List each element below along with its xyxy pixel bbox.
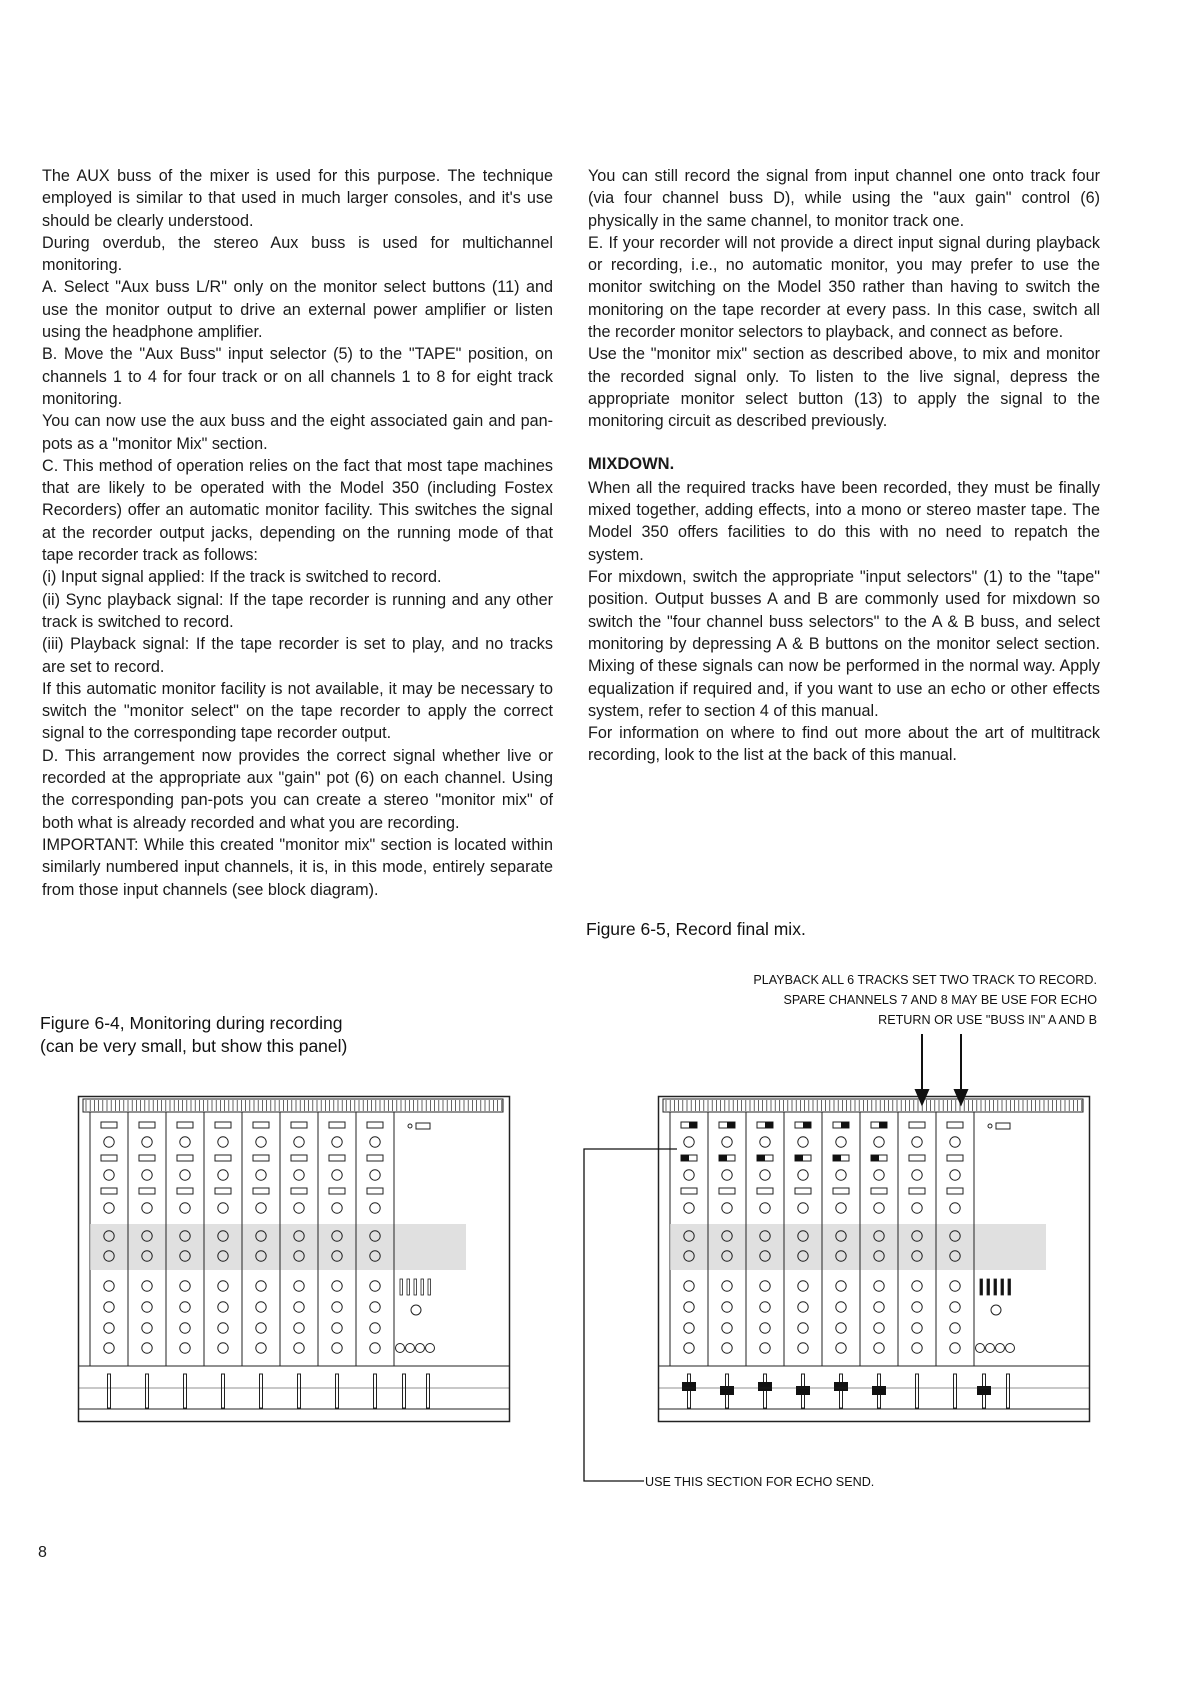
paragraph: Use the "monitor mix" section as described above, to mix and monitor the recorded signal only. To listen to the live signal, depress the appropriate monitor select button (13) to apply the signal to the monitoring circuit as described previously.: [588, 345, 1100, 431]
knob: [256, 1343, 266, 1353]
caption-line: Figure 6-4, Monitoring during recording: [40, 1013, 343, 1033]
master-knob: [426, 1344, 435, 1353]
knob: [180, 1137, 190, 1147]
knob: [370, 1343, 380, 1353]
figure-arrows: [580, 1034, 1100, 1484]
master-knob: [411, 1305, 421, 1315]
knob: [218, 1137, 228, 1147]
selector-button: [291, 1155, 307, 1161]
fader-track: [260, 1374, 263, 1408]
knob: [256, 1170, 266, 1180]
knob: [256, 1137, 266, 1147]
knob: [332, 1137, 342, 1147]
knob: [256, 1323, 266, 1333]
meter-bar: [407, 1279, 410, 1295]
knob: [142, 1343, 152, 1353]
knob: [180, 1323, 190, 1333]
knob: [370, 1203, 380, 1213]
section-heading: MIXDOWN.: [588, 454, 675, 473]
knob: [370, 1302, 380, 1312]
fader-track: [108, 1374, 111, 1408]
knob: [332, 1302, 342, 1312]
knob: [218, 1203, 228, 1213]
paragraph: (i) Input signal applied: If the track is switched to record.: [42, 568, 442, 587]
selector-button: [329, 1155, 345, 1161]
meter-bar: [400, 1279, 403, 1295]
knob: [104, 1323, 114, 1333]
meter-bar: [421, 1279, 424, 1295]
selector-button: [215, 1122, 231, 1128]
knob: [218, 1323, 228, 1333]
fader-track: [403, 1374, 406, 1408]
knob: [142, 1203, 152, 1213]
fader-track: [222, 1374, 225, 1408]
paragraph: (iii) Playback signal: If the tape recorder is set to play, and no tracks are set to record.: [42, 635, 553, 676]
paragraph: (ii) Sync playback signal: If the tape recorder is running and any other track is switched to record.: [42, 590, 553, 631]
paragraph: If this automatic monitor facility is not available, it may be necessary to switch the "monitor select" on the tape recorder to apply the correct signal to the corresponding tape recorder output.: [42, 679, 553, 743]
fader-track: [336, 1374, 339, 1408]
annotation-line: PLAYBACK ALL 6 TRACKS SET TWO TRACK TO RECORD.: [753, 973, 1097, 987]
knob: [104, 1170, 114, 1180]
knob: [294, 1170, 304, 1180]
knob: [180, 1302, 190, 1312]
knob: [294, 1137, 304, 1147]
knob: [294, 1302, 304, 1312]
figure-caption-right: Figure 6-5, Record final mix.: [586, 919, 806, 939]
knob: [142, 1137, 152, 1147]
knob: [142, 1302, 152, 1312]
knob: [180, 1343, 190, 1353]
selector-button: [291, 1122, 307, 1128]
selector-button: [253, 1122, 269, 1128]
figure-annotation-top: [600, 970, 1097, 1030]
selector-button: [291, 1188, 307, 1194]
paragraph: D. This arrangement now provides the correct signal whether live or recorded at the appropriate aux "gain" pot (6) on each channel. Using the corresponding pan-pots you can create a stereo "monitor mix" of both what is already recorded and what you are recording.: [42, 746, 553, 832]
selector-button: [101, 1122, 117, 1128]
left-text-column: [42, 165, 553, 901]
paragraph: During overdub, the stereo Aux buss is used for multichannel monitoring.: [42, 233, 553, 275]
knob: [294, 1323, 304, 1333]
selector-button: [253, 1155, 269, 1161]
knob: [370, 1323, 380, 1333]
knob: [256, 1281, 266, 1291]
knob: [104, 1281, 114, 1291]
arrow-head: [955, 1090, 967, 1104]
fader-track: [298, 1374, 301, 1408]
knob: [104, 1302, 114, 1312]
knob: [256, 1302, 266, 1312]
indicator-led: [408, 1124, 412, 1128]
master-knob: [416, 1344, 425, 1353]
arrow-head: [916, 1090, 928, 1104]
paragraph: You can now use the aux buss and the eight associated gain and pan-pots as a "monitor Mix" section.: [42, 412, 553, 453]
knob: [294, 1343, 304, 1353]
paragraph: A. Select "Aux buss L/R" only on the monitor select buttons (11) and use the monitor output to drive an external power amplifier or listen using the headphone amplifier.: [42, 278, 553, 342]
knob: [218, 1281, 228, 1291]
selector-button: [177, 1122, 193, 1128]
meter-bar: [428, 1279, 431, 1295]
selector-button: [215, 1188, 231, 1194]
knob: [294, 1281, 304, 1291]
knob: [142, 1281, 152, 1291]
right-text-column: [588, 165, 1100, 767]
echo-send-bracket: [584, 1149, 677, 1481]
selector-button: [139, 1188, 155, 1194]
knob: [332, 1281, 342, 1291]
knob: [332, 1170, 342, 1180]
knob: [180, 1203, 190, 1213]
selector-button: [367, 1155, 383, 1161]
selector-button: [253, 1188, 269, 1194]
knob: [256, 1203, 266, 1213]
knob: [104, 1203, 114, 1213]
page-number: 8: [38, 1544, 47, 1561]
selector-button: [329, 1188, 345, 1194]
vent-strip: [83, 1099, 503, 1112]
master-button: [416, 1123, 430, 1129]
selector-button: [101, 1188, 117, 1194]
paragraph: B. Move the "Aux Buss" input selector (5) to the "TAPE" position, on channels 1 to 4 for four track or on all channels 1 to 8 for eight track monitoring.: [42, 345, 553, 408]
master-knob: [396, 1344, 405, 1353]
selector-button: [367, 1188, 383, 1194]
knob: [180, 1281, 190, 1291]
knob: [104, 1343, 114, 1353]
paragraph: C. This method of operation relies on the fact that most tape machines that are likely to be operated with the Model 350 (including Fostex Recorders) offer an automatic monitor facility. This switches the signal at the recorder output jacks, depending on the running mode of that tape recorder track as follows:: [42, 456, 553, 565]
annotation-line: RETURN OR USE "BUSS IN" A AND B: [878, 1013, 1097, 1027]
knob: [370, 1137, 380, 1147]
paragraph: You can still record the signal from input channel one onto track four (via four channel buss D), while using the "aux gain" control (6) physically in the same channel, to monitor track one.: [588, 167, 1100, 230]
figure-annotation-bottom: USE THIS SECTION FOR ECHO SEND.: [645, 1475, 875, 1489]
knob: [332, 1203, 342, 1213]
selector-button: [177, 1155, 193, 1161]
fader-track: [427, 1374, 430, 1408]
knob: [332, 1323, 342, 1333]
knob: [142, 1323, 152, 1333]
paragraph: For mixdown, switch the appropriate "input selectors" (1) to the "tape" position. Output busses A and B are commonly used for mixdown so switch the "four channel buss selectors" to the A & B buss, and select monitoring by depressing A & B buttons on the monitor select section. Mixing of these signals can now be performed in the normal way. Apply equalization if required and, if you want to use an echo or other effects system, refer to section 4 of this manual.: [588, 568, 1100, 720]
knob: [180, 1170, 190, 1180]
selector-button: [139, 1155, 155, 1161]
selector-button: [215, 1155, 231, 1161]
paragraph: When all the required tracks have been recorded, they must be finally mixed together, adding effects, into a mono or stereo master tape. The Model 350 offers facilities to do this with no need to repatch the system.: [588, 478, 1100, 564]
selector-button: [367, 1122, 383, 1128]
paragraph: The AUX buss of the mixer is used for this purpose. The technique employed is similar to that used in much larger consoles, and it's use should be clearly understood.: [42, 167, 553, 230]
selector-button: [101, 1155, 117, 1161]
knob: [294, 1203, 304, 1213]
knob: [370, 1170, 380, 1180]
selector-button: [177, 1188, 193, 1194]
mixer-panel-illustration-left: [78, 1096, 510, 1422]
knob: [104, 1137, 114, 1147]
knob: [218, 1343, 228, 1353]
knob: [218, 1170, 228, 1180]
meter-bar: [414, 1279, 417, 1295]
paragraph: IMPORTANT: While this created "monitor mix" section is located within similarly numbered input channels, it is, in this mode, entirely separate from those input channels (see block diagram).: [42, 835, 553, 899]
knob: [332, 1343, 342, 1353]
master-knob: [406, 1344, 415, 1353]
knob: [218, 1302, 228, 1312]
fader-track: [146, 1374, 149, 1408]
caption-line: (can be very small, but show this panel): [40, 1036, 348, 1056]
annotation-line: SPARE CHANNELS 7 AND 8 MAY BE USE FOR ECHO: [783, 993, 1097, 1007]
paragraph: For information on where to find out more about the art of multitrack recording, look to the list at the back of this manual.: [588, 724, 1100, 765]
selector-button: [139, 1122, 155, 1128]
selector-button: [329, 1122, 345, 1128]
fader-track: [374, 1374, 377, 1408]
knob: [370, 1281, 380, 1291]
paragraph: E. If your recorder will not provide a direct input signal during playback or recording, i.e., no automatic monitor, you may prefer to use the monitor switching on the Model 350 rather than having to switch the monitoring on the tape recorder at every pass. In this case, switch all the recorder monitor selectors to playback, and connect as before.: [588, 233, 1100, 342]
fader-track: [184, 1374, 187, 1408]
knob: [142, 1170, 152, 1180]
figure-caption-left: [40, 1012, 460, 1058]
